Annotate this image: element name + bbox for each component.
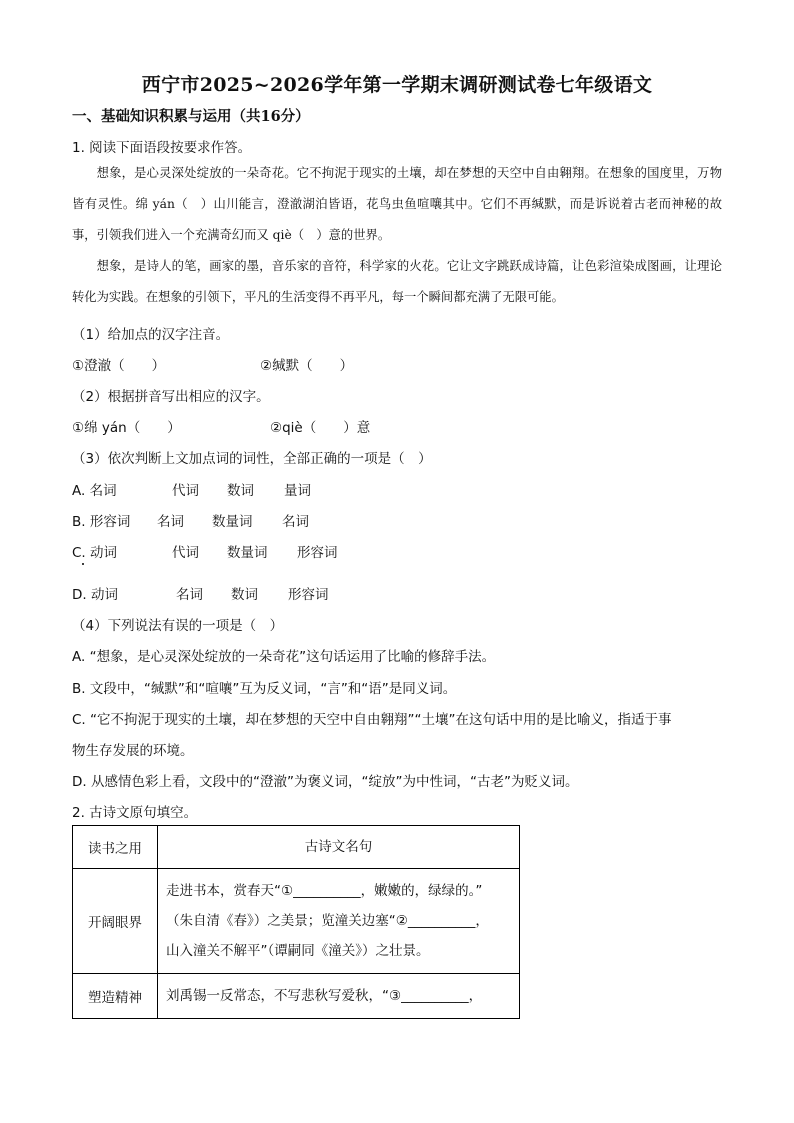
fill-blank-line[interactable]: 走进书本，赏春天“①__________，嫩嫩的，绿绿的。” — [166, 883, 483, 899]
reading-passage — [72, 158, 722, 313]
poetry-table — [72, 825, 520, 1019]
option-4-c[interactable]: C. “它不拘泥于现实的土壤，却在梦想的天空中自由翱翔”“土壤”在这句话中用的是比喻义，指适于事 — [72, 712, 672, 728]
option-4-c-continued: 物生存发展的环境。 — [72, 743, 194, 759]
table-header-right: 古诗文名句 — [158, 826, 520, 869]
sub-question-2-item-b: ②qiè（ ）意 — [270, 420, 371, 436]
option-c[interactable]: C. 动词 代词 数量词 形容词 — [72, 545, 338, 561]
stray-dot — [82, 563, 84, 565]
section-heading: 一、基础知识积累与运用（共16分） — [72, 108, 310, 125]
row-label-spirit: 塑造精神 — [73, 974, 158, 1019]
option-4-d[interactable]: D. 从感情色彩上看，文段中的“澄澈”为褒义词，“绽放”为中性词，“古老”为贬义词。 — [72, 774, 579, 790]
table-row — [73, 869, 520, 974]
fill-blank-line[interactable]: 刘禹锡一反常态，不写悲秋写爱秋，“③__________， — [158, 974, 520, 1019]
option-4-b[interactable]: B. 文段中，“缄默”和“喧嚷”互为反义词，“言”和“语”是同义词。 — [72, 681, 457, 697]
table-header-row — [73, 826, 520, 869]
fill-blank-line[interactable]: （朱自清《春》）之美景；览潼关边塞“②__________， — [166, 913, 489, 929]
sub-question-4: （4）下列说法有误的一项是（ ） — [72, 618, 284, 634]
sub-question-1-item-a: ①澄澈（ ） — [72, 358, 166, 374]
option-4-a[interactable]: A. “想象，是心灵深处绽放的一朵奇花”这句话运用了比喻的修辞手法。 — [72, 649, 496, 665]
table-row — [73, 974, 520, 1019]
option-d[interactable]: D. 动词 名词 数词 形容词 — [72, 587, 329, 603]
question-1-stem: 1. 阅读下面语段按要求作答。 — [72, 140, 252, 156]
sub-question-2: （2）根据拼音写出相应的汉字。 — [72, 389, 270, 405]
option-b[interactable]: B. 形容词 名词 数量词 名词 — [72, 514, 309, 530]
passage-paragraph-2: 想象，是诗人的笔，画家的墨，音乐家的音符，科学家的火花。它让文字跳跃成诗篇，让色彩渲染成图画，让理论转化为实践。在想象的引领下，平凡的生活变得不再平凡，每一个瞬间都充满了无限可能。 — [72, 259, 722, 304]
sub-question-1-item-b: ②缄默（ ） — [260, 358, 354, 374]
sub-question-1: （1）给加点的汉字注音。 — [72, 327, 230, 343]
table-header-left: 读书之用 — [73, 826, 158, 869]
row-content-broaden — [158, 869, 520, 974]
sub-question-3: （3）依次判断上文加点词的词性，全部正确的一项是（ ） — [72, 451, 432, 467]
row-label-broaden: 开阔眼界 — [73, 869, 158, 974]
passage-paragraph-1: 想象，是心灵深处绽放的一朵奇花。它不拘泥于现实的土壤，却在梦想的天空中自由翱翔。在想象的国度里，万物皆有灵性。绵 yán（ ）山川能言，澄澈湖泊皆语，花鸟虫鱼喧嚷其中。它们不再缄默，而是诉说着古老而神秘的故事，引领我们进入一个充满奇幻而又 qiè（ ）意的世界。 — [72, 166, 722, 242]
sub-question-2-item-a: ①绵 yán（ ） — [72, 420, 181, 436]
page-title: 西宁市2025~2026学年第一学期末调研测试卷七年级语文 — [141, 74, 653, 96]
text-line: 山入潼关不解平”（谭嗣同《潼关》）之壮景。 — [166, 943, 430, 959]
question-2-stem: 2. 古诗文原句填空。 — [72, 805, 198, 821]
option-a[interactable]: A. 名词 代词 数词 量词 — [72, 483, 311, 499]
